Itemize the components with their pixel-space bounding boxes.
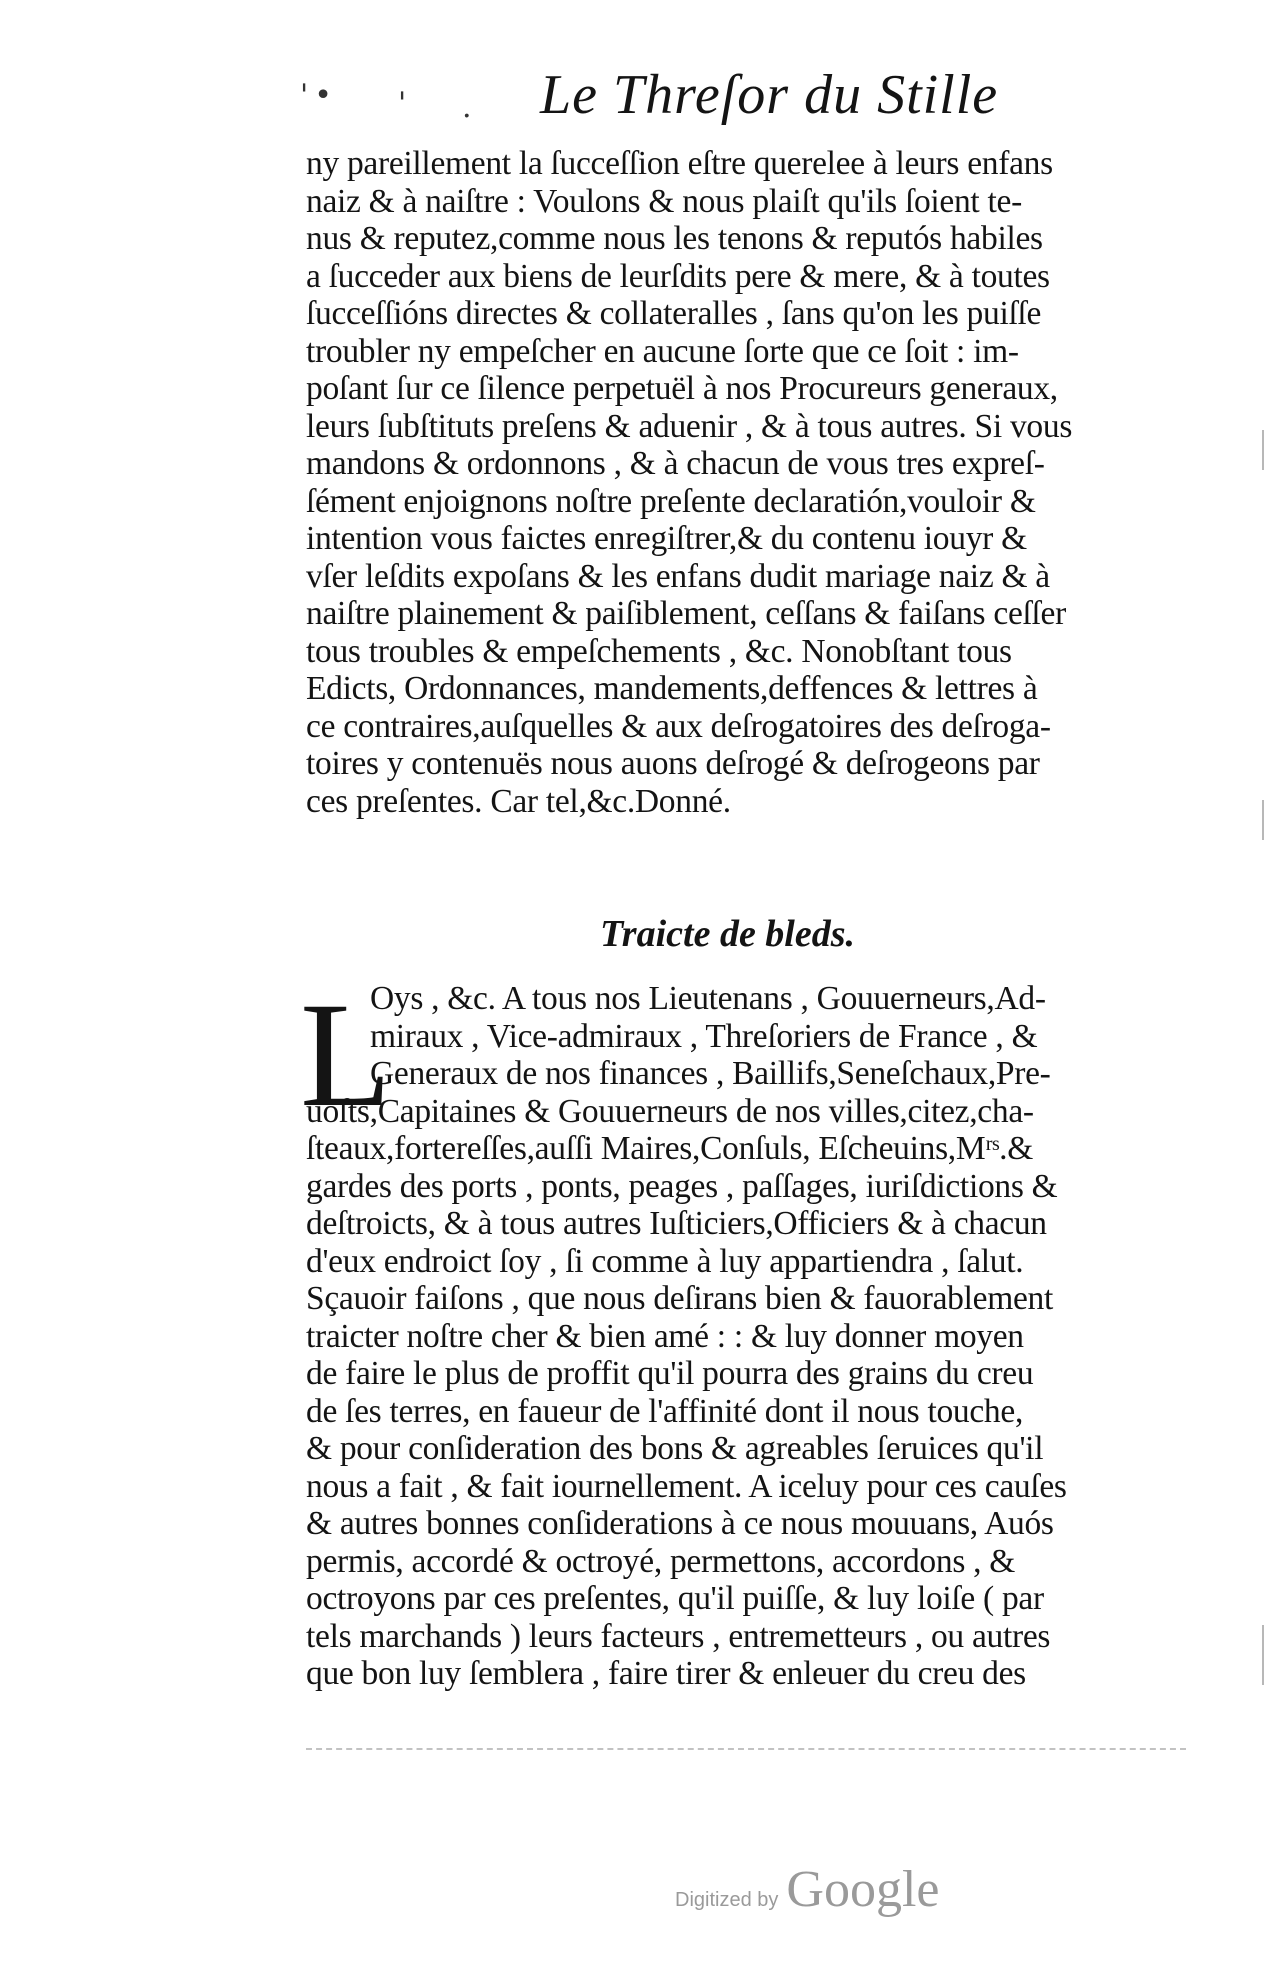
text-line: miraux , Vice-admiraux , Threſoriers de France , &	[370, 1017, 1038, 1055]
scan-edge-mark	[1262, 430, 1264, 470]
text-line: deſtroicts, & à tous autres Iuſticiers,Officiers & à chacun	[306, 1205, 1047, 1242]
watermark-prefix: Digitized by	[675, 1889, 779, 1911]
text-line: ſteaux,fortereſſes,auſſi Maires,Conſuls, Eſcheuins,Mʳˢ.&	[306, 1130, 1033, 1167]
text-line: leurs ſubſtituts preſens & aduenir , & à tous autres. Si vous	[306, 407, 1073, 445]
text-line: ces preſentes. Car tel,&c.Donné.	[306, 782, 731, 820]
text-line: vſer leſdits expoſans & les enfans dudit mariage naiz & à	[306, 557, 1050, 595]
text-line: de faire le plus de proffit qu'il pourra des grains du creu	[306, 1355, 1034, 1392]
digitized-watermark	[675, 1860, 1005, 1920]
scan-edge-mark	[1262, 800, 1264, 840]
text-line: d'eux endroict ſoy , ſi comme à luy appartiendra , ſalut.	[306, 1242, 1024, 1280]
text-line: naiſtre plainement & paiſiblement, ceſſans & faiſans ceſſer	[306, 595, 1066, 632]
text-line: Oys , &c. A tous nos Lieutenans , Gouuerneurs,Ad-	[370, 980, 1046, 1017]
scan-edge-mark	[1262, 1625, 1264, 1685]
text-line: traicter noſtre cher & bien amé : : & luy donner moyen	[306, 1317, 1024, 1355]
text-line: Edicts, Ordonnances, mandements,deffences & lettres à	[306, 670, 1038, 707]
body-text-section-2	[306, 980, 1176, 1693]
text-line: nus & reputez,comme nous les tenons & reputós habiles	[306, 220, 1043, 257]
text-line: Generaux de nos finances , Baillifs,Seneſchaux,Pre-	[370, 1055, 1051, 1092]
text-line: & pour conſideration des bons & agreables ſeruices qu'il	[306, 1430, 1044, 1467]
text-line: ce contraires,auſquelles & aux deſrogatoires des deſroga-	[306, 707, 1051, 745]
text-line: ny pareillement la ſucceſſion eſtre querelee à leurs enfans	[306, 145, 1053, 182]
text-line: poſant ſur ce ſilence perpetuël à nos Procureurs generaux,	[306, 370, 1058, 407]
margin-mark: .	[462, 90, 472, 125]
text-line: troubler ny empeſcher en aucune ſorte que ce ſoit : im-	[306, 332, 1019, 370]
running-head: Le Threſor du Stille	[540, 64, 999, 126]
text-line: tous troubles & empeſchements , &c. Nonobſtant tous	[306, 632, 1012, 670]
watermark-brand: Google	[786, 1861, 940, 1918]
text-line: de ſes terres, en faueur de l'affinité dont il nous touche,	[306, 1392, 1024, 1430]
text-line: Sçauoir faiſons , que nous deſirans bien & fauorablement	[306, 1280, 1053, 1317]
margin-mark: '•	[300, 78, 338, 113]
margin-mark: '	[398, 86, 407, 121]
text-line: ſucceſſións directes & collateralles , ſans qu'on les puiſſe	[306, 295, 1042, 332]
text-line: uoſts,Capitaines & Gouuerneurs de nos villes,citez,cha-	[306, 1092, 1034, 1130]
body-text-section-1	[306, 145, 1176, 820]
text-line: a ſucceder aux biens de leurſdits pere & mere, & à toutes	[306, 257, 1050, 295]
section-heading: Traicte de bleds.	[600, 913, 856, 955]
text-line: octroyons par ces preſentes, qu'il puiſſe, & luy loiſe ( par	[306, 1580, 1044, 1617]
text-line: naiz & à naiſtre : Voulons & nous plaiſt qu'ils ſoient te-	[306, 182, 1022, 220]
drop-cap: L	[300, 972, 392, 1138]
text-line: & autres bonnes conſiderations à ce nous mouuans, Auós	[306, 1505, 1054, 1542]
text-line: permis, accordé & octroyé, permettons, accordons , &	[306, 1542, 1016, 1580]
text-line: gardes des ports , ponts, peages , paſſages, iuriſdictions &	[306, 1167, 1058, 1205]
text-line: nous a fait , & fait iournellement. A iceluy pour ces cauſes	[306, 1467, 1067, 1505]
text-line: intention vous faictes enregiſtrer,& du contenu iouyr &	[306, 520, 1027, 557]
cut-line-divider	[306, 1728, 1186, 1750]
text-line: toires y contenuës nous auons deſrogé & deſrogeons par	[306, 745, 1040, 782]
text-line: ſément enjoignons noſtre preſente declaratión,vouloir &	[306, 482, 1036, 520]
text-line: que bon luy ſemblera , faire tirer & enleuer du creu des	[306, 1655, 1026, 1692]
text-line: tels marchands ) leurs facteurs , entremetteurs , ou autres	[306, 1617, 1051, 1655]
text-line: mandons & ordonnons , & à chacun de vous tres expreſ-	[306, 445, 1045, 482]
